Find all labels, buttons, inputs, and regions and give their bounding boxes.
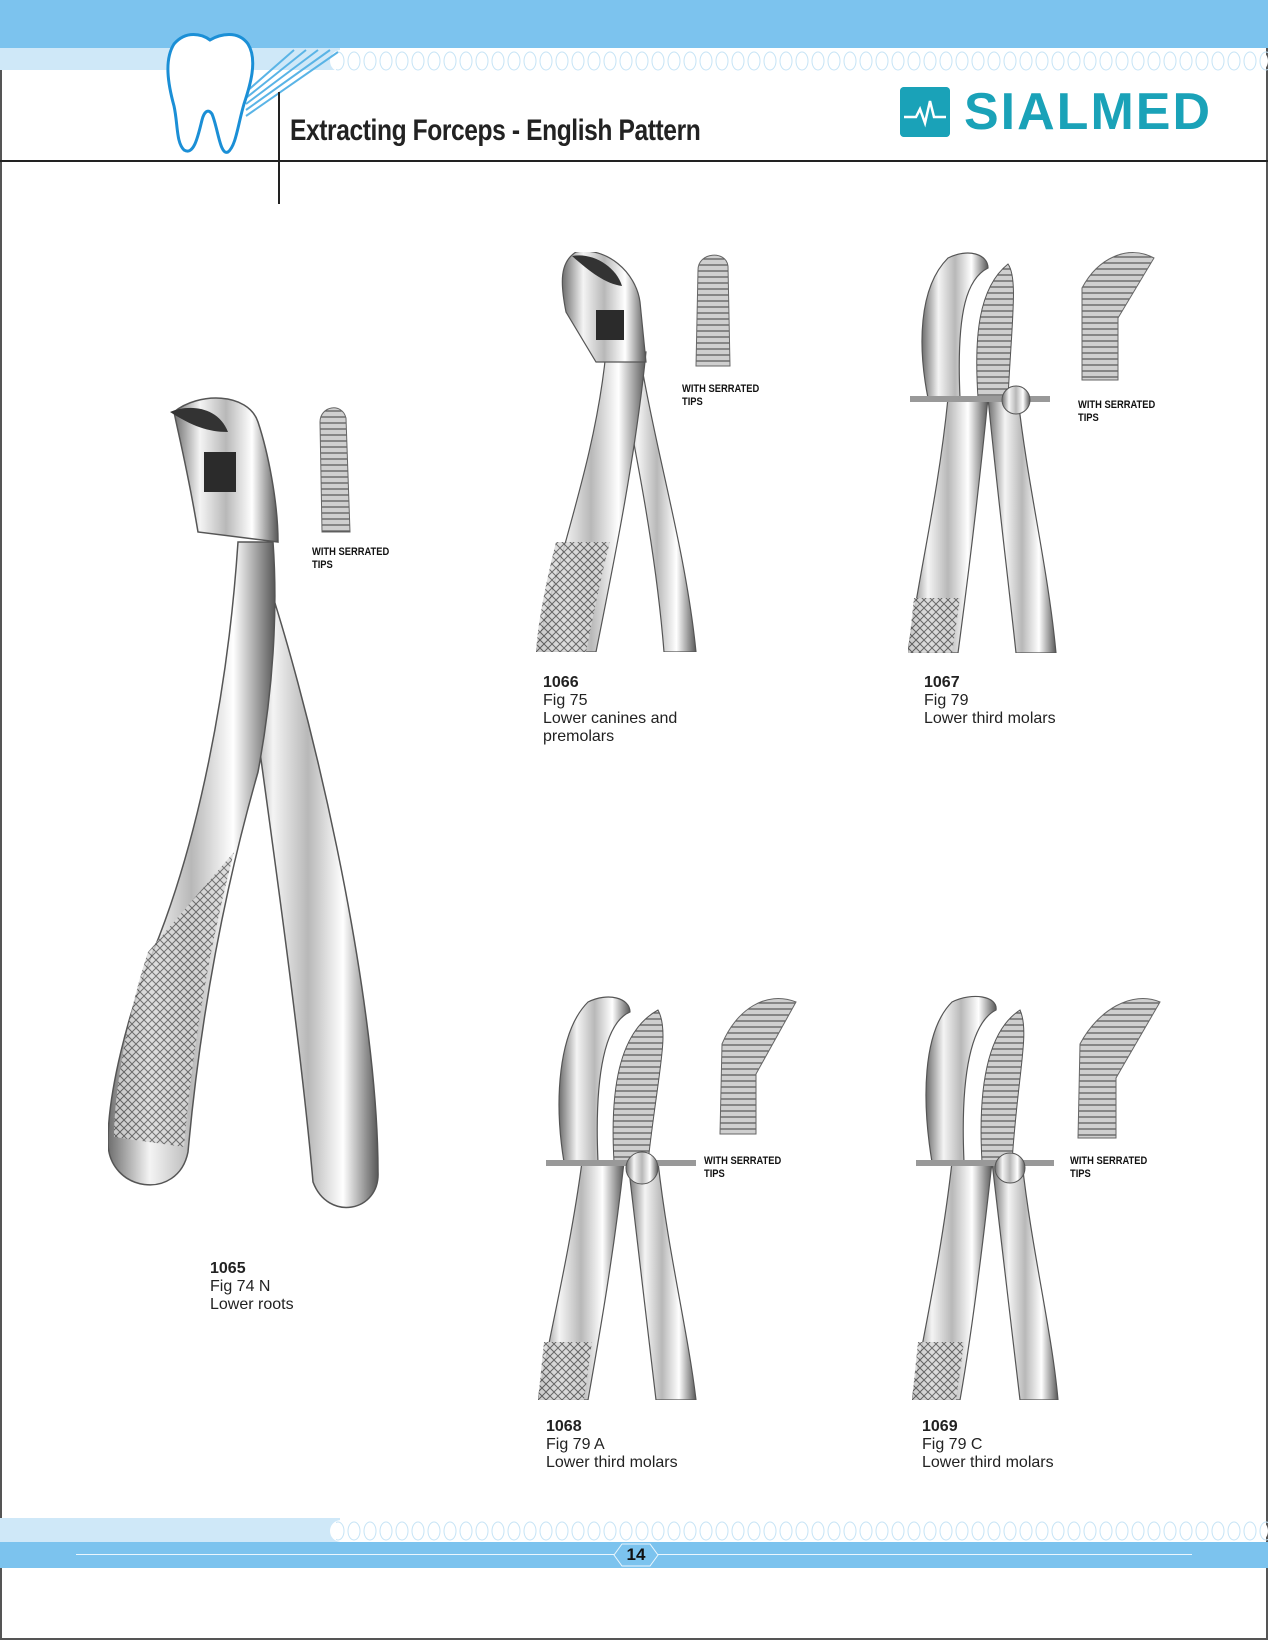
- product-code: 1066: [543, 674, 579, 691]
- forceps-1068-tip-image: [716, 994, 800, 1136]
- page-title: Extracting Forceps - English Pattern: [290, 114, 701, 147]
- product-desc: Lower third molars: [922, 1454, 1054, 1471]
- product-desc: Lower third molars: [924, 710, 1056, 727]
- page-number: 14: [626, 1545, 646, 1564]
- product-fig: Fig 75: [543, 692, 588, 709]
- forceps-1067-caption: [924, 674, 1056, 728]
- product-code: 1067: [924, 674, 960, 691]
- forceps-1067-tip-note: WITH SERRATED TIPS: [1078, 399, 1156, 424]
- product-code: 1065: [210, 1260, 246, 1277]
- product-fig: Fig 79 A: [546, 1436, 605, 1453]
- forceps-1065-tip-image: [312, 402, 356, 534]
- forceps-1068-caption: [546, 1418, 678, 1472]
- footer-sub-band: [0, 1518, 340, 1542]
- footer-ribbon: [330, 1520, 1268, 1542]
- forceps-1067-image: [908, 248, 1058, 653]
- page-border-left: [0, 0, 2, 1640]
- forceps-1068-tip-note: WITH SERRATED TIPS: [704, 1155, 782, 1180]
- product-desc: Lower third molars: [546, 1454, 678, 1471]
- product-fig: Fig 74 N: [210, 1278, 271, 1295]
- product-code: 1069: [922, 1418, 958, 1435]
- forceps-1067-tip-image: [1078, 248, 1158, 382]
- product-code: 1068: [546, 1418, 582, 1435]
- product-desc-line2: premolars: [543, 728, 615, 745]
- brand-name: SIALMED: [964, 83, 1212, 141]
- forceps-1066-caption: [543, 674, 677, 746]
- forceps-1066-image: [536, 252, 706, 652]
- forceps-1069-tip-note: WITH SERRATED TIPS: [1070, 1155, 1148, 1180]
- product-desc: Lower canines and: [543, 710, 678, 727]
- title-divider: [278, 92, 280, 204]
- forceps-1065-tip-note: WITH SERRATED TIPS: [312, 546, 390, 571]
- product-desc: Lower roots: [210, 1296, 294, 1313]
- forceps-1066-tip-note: WITH SERRATED TIPS: [682, 383, 760, 408]
- product-fig: Fig 79: [924, 692, 969, 709]
- forceps-1069-caption: [922, 1418, 1054, 1472]
- product-fig: Fig 79 C: [922, 1436, 983, 1453]
- forceps-1065-caption: [210, 1260, 294, 1314]
- header-rule: [0, 160, 1268, 162]
- pulse-icon: [900, 87, 950, 137]
- forceps-1066-tip-image: [690, 250, 736, 368]
- brand-logo: [900, 84, 1212, 140]
- forceps-1065-image: [108, 392, 408, 1242]
- header-ribbon: [330, 50, 1268, 72]
- forceps-1069-tip-image: [1074, 994, 1164, 1140]
- tooth-icon: [160, 28, 260, 158]
- forceps-1069-image: [912, 992, 1062, 1400]
- forceps-1068-image: [538, 992, 708, 1400]
